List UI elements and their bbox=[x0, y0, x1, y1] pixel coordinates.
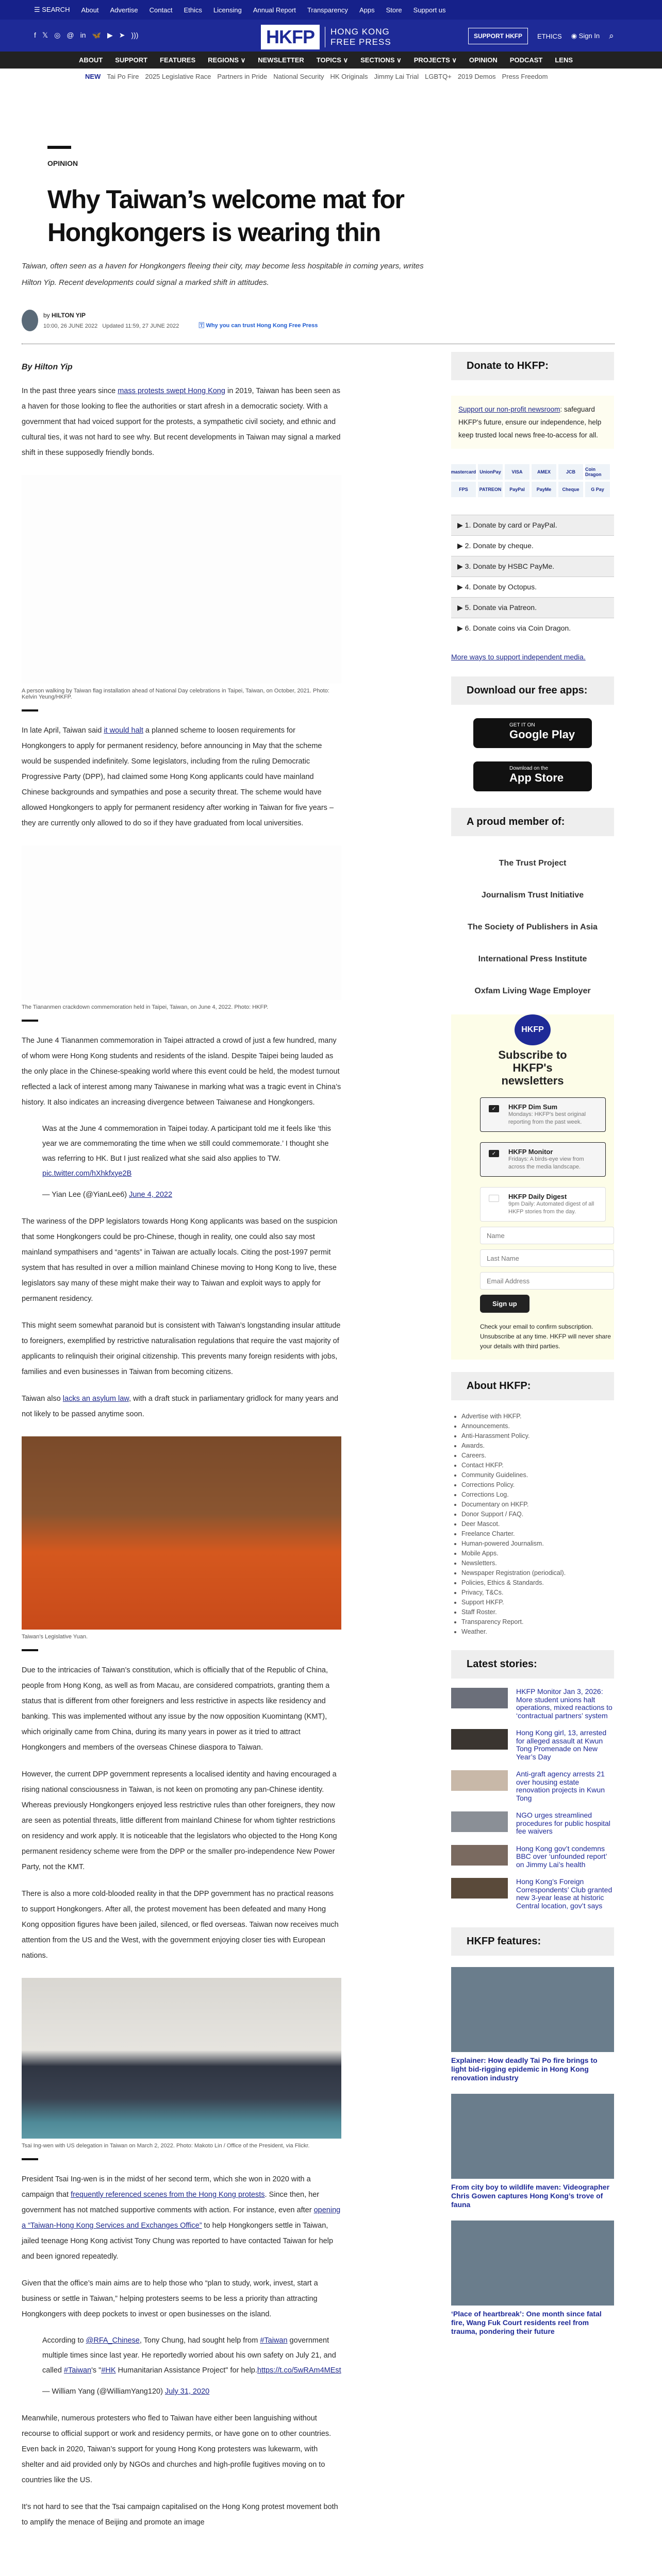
inline-link[interactable]: it would halt bbox=[104, 726, 143, 735]
payment-logo: PayMe bbox=[532, 482, 556, 497]
text-run: The wariness of the DPP legislators towards Hong Kong applicants was based on the suspicion that some Hongkongers could be pro-Chinese, though in reality, one could also say most mainland sympathisers and “agents” in Taiwan are actually locals. Citing the post-1997 permit system that has resulted in over a million mainland Chinese moving to Hong Kong to live, these legislators say many of these might make their way to Taiwan and exploit ways to apply for permanent residency. bbox=[22, 1217, 338, 1303]
payment-logo: JCB bbox=[558, 464, 583, 480]
updated-date: Updated 11:59, 27 JUNE 2022 bbox=[102, 323, 179, 329]
main-nav bbox=[0, 52, 662, 69]
top-link[interactable]: Ethics bbox=[184, 6, 202, 14]
trending-link[interactable]: 2025 Legislative Race bbox=[145, 72, 211, 80]
top-link[interactable]: Apps bbox=[359, 6, 375, 14]
more-ways-link[interactable]: More ways to support independent media. bbox=[451, 653, 586, 661]
name-input[interactable] bbox=[480, 1227, 614, 1244]
about-link[interactable]: • Careers. bbox=[461, 1451, 614, 1461]
trending-link[interactable]: Press Freedom bbox=[502, 72, 548, 80]
expand-triangle-icon: ▶ bbox=[457, 562, 465, 570]
threads-icon[interactable]: @ bbox=[67, 31, 74, 39]
facebook-icon[interactable]: f bbox=[34, 31, 36, 39]
text-run: Meanwhile, numerous protesters who fled to Taiwan have either been languishing without recourse to official support or work and residency permits, or have gone on to other countries. Even back in 2020, Taiwan’s support for young Hong Kong protesters was lukewarm, with shelter and aid provided only by NGOs and churches and high-profile fugitives moving on to countries like the US. bbox=[22, 2414, 332, 2484]
trending-nav bbox=[0, 69, 662, 84]
caption-divider bbox=[22, 2158, 38, 2160]
about-link[interactable]: • Support HKFP. bbox=[461, 1598, 614, 1607]
tweet-author: — Yian Lee (@YianLee6) bbox=[42, 1191, 129, 1199]
text-run: Was at the June 4 commemoration in Taipei today. A participant told me it feels like ‘this year we are commemorating the time when we still could commemorate.’ I thought she was referring to HK. But I just realized what she said also applies to TW. bbox=[42, 1125, 331, 1163]
payment-logo: Coin Dragon bbox=[585, 464, 610, 480]
paragraph bbox=[22, 2499, 341, 2530]
article-figure bbox=[22, 1978, 341, 2160]
inline-link[interactable]: mass protests swept Hong Kong bbox=[118, 387, 225, 395]
donate-box: Support our non-profit newsroom: safeguard HKFP's future, ensure our independence, help keep trusted local news free-to-access for all. bbox=[451, 396, 614, 449]
user-icon: ◉ bbox=[571, 32, 577, 40]
text-run: Humanitarian Assistance Project" for help. bbox=[115, 2366, 257, 2375]
ethics-link[interactable]: ETHICS bbox=[537, 32, 562, 40]
about-link[interactable]: • Corrections Log. bbox=[461, 1490, 614, 1500]
expand-triangle-icon: ▶ bbox=[457, 521, 465, 529]
section-label[interactable]: OPINION bbox=[47, 159, 78, 167]
story-link[interactable]: Hong Kong’s Foreign Correspondents’ Club granted new 3-year lease at historic Central location, gov’t says bbox=[516, 1877, 613, 1910]
text-run: President Tsai Ing-wen is in the midst of her second term, which she won in 2020 with a campaign that bbox=[22, 2175, 311, 2199]
about-link[interactable]: • Advertise with HKFP. bbox=[461, 1412, 614, 1421]
donate-option-label: 3. Donate by HSBC PayMe. bbox=[465, 562, 555, 570]
text-run: 's " bbox=[91, 2366, 102, 2375]
newsletter-name: HKFP Monitor bbox=[508, 1148, 553, 1156]
trending-link[interactable]: Tai Po Fire bbox=[107, 72, 139, 80]
newsletter-desc: 9pm Daily: Automated digest of all HKFP stories from the day. bbox=[508, 1201, 594, 1215]
main-nav-item[interactable]: PODCAST bbox=[509, 56, 543, 64]
payment-logo: VISA bbox=[505, 464, 529, 480]
logo-line-2: FREE PRESS bbox=[330, 37, 391, 47]
about-link[interactable]: • Transparency Report. bbox=[461, 1617, 614, 1627]
article-image bbox=[22, 845, 341, 1000]
donate-option[interactable] bbox=[451, 597, 614, 618]
text-run: However, the current DPP government represents a localised identity and having encouraged a rising national consciousness in Taiwan, is not keen on promoting any pan-Chinese identity. Whereas previously Hongkongers enjoyed less restrictive rules than other foreigners, they now are seen as potential threats, little different from mainland Chinese for whom tighter restrictions on residency and work apply. It is noticeable that the legislators who objected to the Hong Kong permanent residency scheme were from the DPP or the smaller pro-independence New Power Party, not the KMT. bbox=[22, 1770, 337, 1871]
top-link[interactable]: Transparency bbox=[307, 6, 348, 14]
donate-option[interactable] bbox=[451, 515, 614, 535]
bluesky-icon[interactable]: 🦋 bbox=[92, 31, 101, 39]
top-link[interactable]: Contact bbox=[149, 6, 173, 14]
sign-up-button[interactable]: Sign up bbox=[480, 1295, 529, 1313]
checkbox[interactable] bbox=[489, 1195, 499, 1202]
support-newsroom-link[interactable]: Support our non-profit newsroom bbox=[458, 405, 560, 413]
story-link[interactable]: Anti-graft agency arrests 21 over housing estate renovation projects in Kwun Tong bbox=[516, 1770, 605, 1802]
published-date: 10:00, 26 JUNE 2022 bbox=[43, 323, 98, 329]
story-thumbnail[interactable] bbox=[451, 1688, 508, 1708]
story-item bbox=[451, 1878, 614, 1910]
story-item bbox=[451, 1729, 614, 1761]
donate-option-label: 5. Donate via Patreon. bbox=[465, 603, 537, 612]
text-run: It’s not hard to see that the Tsai campaign capitalised on the Hong Kong protest movement both to amplify the menace of Beijing and promote an image bbox=[22, 2503, 338, 2527]
text-run: in 2019, Taiwan has been seen as a haven for those looking to flee the authorities or start afresh in a democratic society. With a government that had voiced support for the protests, a sympathetic civil society, and ethnic and cultural ties, it was not hard to see why. But recent developments in Taiwan may signal a marked shift in these supposedly friendly bonds. bbox=[22, 387, 341, 457]
story-thumbnail[interactable] bbox=[451, 1878, 508, 1899]
expand-triangle-icon: ▶ bbox=[457, 541, 465, 550]
story-item bbox=[451, 1811, 614, 1836]
top-bar bbox=[0, 0, 662, 20]
story-thumbnail[interactable] bbox=[451, 1811, 508, 1832]
byline bbox=[22, 310, 341, 331]
search-icon[interactable]: ⌕ bbox=[609, 31, 614, 41]
about-link[interactable]: • Deer Mascot. bbox=[461, 1519, 614, 1529]
main-nav-item[interactable]: FEATURES bbox=[160, 56, 196, 64]
inline-link[interactable]: lacks an asylum law bbox=[62, 1395, 129, 1403]
newsletter-disclaimer: Check your email to confirm subscription. Unsubscribe at any time. HKFP will never share your details with third parties. bbox=[480, 1323, 611, 1350]
trust-link[interactable]: 🅃 Why you can trust Hong Kong Free Press bbox=[198, 323, 318, 329]
trending-link[interactable]: Partners in Pride bbox=[217, 72, 268, 80]
story-link[interactable]: NGO urges streamlined procedures for public hospital fee waivers bbox=[516, 1811, 610, 1835]
about-heading: About HKFP: bbox=[451, 1372, 614, 1400]
member-logo[interactable]: The Society of Publishers in Asia bbox=[468, 923, 598, 931]
google-play-button[interactable]: GET IT ON Google Play bbox=[473, 718, 592, 748]
payment-methods bbox=[451, 464, 614, 497]
logo-mark: HKFP bbox=[261, 25, 320, 49]
author-link[interactable]: HILTON YIP bbox=[52, 312, 86, 319]
paragraph bbox=[22, 383, 341, 461]
payment-logo: FPS bbox=[451, 482, 476, 497]
newsletter-desc: Fridays: A birds-eye view from across the media landscape. bbox=[508, 1156, 584, 1170]
app-store-button[interactable]: Download on the App Store bbox=[473, 761, 592, 791]
story-item bbox=[451, 1845, 614, 1869]
top-link[interactable]: Store bbox=[386, 6, 402, 14]
trending-link[interactable]: 2019 Demos bbox=[457, 72, 496, 80]
about-link[interactable]: • Staff Roster. bbox=[461, 1607, 614, 1617]
donate-option-label: 6. Donate coins via Coin Dragon. bbox=[465, 624, 571, 632]
payment-logo: PayPal bbox=[505, 482, 529, 497]
paragraph bbox=[22, 1767, 341, 1875]
checkbox[interactable]: ✓ bbox=[489, 1105, 499, 1112]
features-heading: HKFP features: bbox=[451, 1927, 614, 1956]
linkedin-icon[interactable]: in bbox=[80, 31, 86, 39]
article-figure bbox=[22, 1436, 341, 1651]
text-run: , with a draft stuck in parliamentary gridlock for many years and not likely to be passed anytime soon. bbox=[22, 1395, 339, 1418]
caption-divider bbox=[22, 1020, 38, 1022]
about-link[interactable]: • Donor Support / FAQ. bbox=[461, 1510, 614, 1519]
paragraph bbox=[22, 1391, 341, 1422]
newsletter-option[interactable] bbox=[480, 1187, 606, 1222]
telegram-icon[interactable]: ➤ bbox=[119, 31, 125, 39]
inline-link[interactable]: #HK bbox=[101, 2366, 116, 2375]
payment-logo: AMEX bbox=[532, 464, 556, 480]
by-label: by bbox=[43, 312, 50, 319]
tweet-credit bbox=[42, 1188, 341, 1202]
paragraph bbox=[22, 1886, 341, 1963]
payment-logo: PATREON bbox=[478, 482, 503, 497]
paragraph bbox=[22, 2411, 341, 2488]
article-image bbox=[22, 1978, 341, 2139]
tweet-credit bbox=[42, 2384, 341, 2399]
text-run: Given that the office’s main aims are to help those who “plan to study, work, invest, start a business or settle in Taiwan,” helping protesters seems to be less a priority than attracting Hongkongers with deep pockets to invest or open businesses on the island. bbox=[22, 2279, 318, 2318]
about-link[interactable]: • Contact HKFP. bbox=[461, 1461, 614, 1470]
masthead bbox=[0, 20, 662, 52]
site-logo[interactable] bbox=[261, 25, 391, 49]
story-item bbox=[451, 1688, 614, 1720]
text-run: In the past three years since bbox=[22, 387, 118, 395]
hkfp-logo: HKFP bbox=[515, 1014, 551, 1045]
apps-heading: Download our free apps: bbox=[451, 676, 614, 705]
expand-triangle-icon: ▶ bbox=[457, 603, 465, 612]
section-dash bbox=[47, 146, 71, 149]
about-link[interactable]: • Privacy, T&Cs. bbox=[461, 1588, 614, 1598]
member-logo[interactable]: The Trust Project bbox=[499, 859, 567, 868]
donate-heading: Donate to HKFP: bbox=[451, 352, 614, 380]
about-link[interactable]: • Community Guidelines. bbox=[461, 1470, 614, 1480]
image-caption: A person walking by Taiwan flag installation ahead of National Day celebrations in Taipei, Taiwan, on October, 2021. Photo: Kelvin Yeung/HKFP. bbox=[22, 688, 329, 700]
payment-logo: UnionPay bbox=[478, 464, 503, 480]
donate-option[interactable] bbox=[451, 577, 614, 597]
social-links bbox=[34, 31, 138, 40]
article-image bbox=[22, 475, 341, 684]
latest-stories bbox=[451, 1688, 614, 1910]
story-thumbnail[interactable] bbox=[451, 1729, 508, 1750]
rss-icon[interactable]: ))) bbox=[131, 31, 139, 39]
donate-options bbox=[451, 515, 614, 638]
payment-logo: Cheque bbox=[558, 482, 583, 497]
article-image bbox=[22, 1436, 341, 1630]
inline-link[interactable]: pic.twitter.com/hXhkfxye2B bbox=[42, 1170, 132, 1178]
text-run: to help Hongkongers settle in Taiwan, jailed teenage Hong Kong activist Tony Chung was reported to have contacted Taiwan for help and been ignored repeatedly. bbox=[22, 2222, 334, 2261]
text-run: , Tony Chung, had sought help from bbox=[139, 2336, 260, 2345]
main-nav-item[interactable]: ABOUT bbox=[78, 56, 103, 64]
newsletter-signup bbox=[451, 1014, 614, 1360]
member-logos bbox=[451, 859, 614, 996]
story-link[interactable]: Hong Kong gov’t condemns BBC over ‘unfounded report’ on Jimmy Lai’s health bbox=[516, 1844, 607, 1869]
paragraph bbox=[22, 1663, 341, 1755]
image-caption: Tsai Ing-wen with US delegation in Taiwan on March 2, 2022. Photo: Makoto Lin / Office of the President, via Flickr. bbox=[22, 2143, 310, 2149]
feature-item bbox=[451, 2221, 614, 2336]
about-links bbox=[461, 1412, 614, 1637]
about-link[interactable]: • Human-powered Journalism. bbox=[461, 1539, 614, 1549]
about-link[interactable]: • Mobile Apps. bbox=[461, 1549, 614, 1558]
article-title: Why Taiwan’s welcome mat for Hongkongers is wearing thin bbox=[47, 185, 404, 247]
trust-project-icon: 🅃 bbox=[198, 323, 205, 329]
payment-logo: G Pay bbox=[585, 482, 610, 497]
article-body bbox=[22, 249, 424, 2530]
newsletter-option[interactable] bbox=[480, 1097, 606, 1132]
member-logo[interactable]: Oxfam Living Wage Employer bbox=[474, 987, 591, 995]
about-link[interactable]: • Newsletters. bbox=[461, 1558, 614, 1568]
checkbox[interactable]: ✓ bbox=[489, 1150, 499, 1157]
inline-link[interactable]: #Taiwan bbox=[63, 2366, 92, 2375]
paragraph bbox=[22, 1033, 341, 1110]
article-figure bbox=[22, 475, 341, 711]
main-nav-item[interactable]: REGIONS ∨ bbox=[208, 56, 246, 64]
payment-logo: mastercard bbox=[451, 464, 476, 480]
text-run: Taiwan also bbox=[22, 1395, 63, 1403]
member-heading: A proud member of: bbox=[451, 808, 614, 836]
author-avatar bbox=[22, 310, 38, 331]
feature-image[interactable] bbox=[451, 2094, 614, 2179]
about-link[interactable]: • Announcements. bbox=[461, 1421, 614, 1431]
x-icon[interactable]: 𝕏 bbox=[42, 31, 48, 39]
caption-divider bbox=[22, 1649, 38, 1651]
main-nav-item[interactable]: TOPICS ∨ bbox=[316, 56, 349, 64]
text-run: This might seem somewhat paranoid but is consistent with Taiwan’s longstanding insular attitude to foreigners, exemplified by restrictive naturalisation regulations that require the vast majority of applicants to relinquish their original citizenship. This prevents many foreign residents with jobs, families and even businesses in Taiwan from becoming citizens. bbox=[22, 1321, 341, 1376]
inline-link[interactable]: @RFA_Chinese bbox=[86, 2336, 140, 2345]
top-link[interactable]: About bbox=[81, 6, 99, 14]
about-link[interactable]: • Awards. bbox=[461, 1441, 614, 1451]
newsletter-option[interactable] bbox=[480, 1142, 606, 1177]
image-caption: The Tiananmen crackdown commemoration held in Taipei, Taiwan, on June 4, 2022. Photo: HKFP. bbox=[22, 1004, 269, 1010]
paragraph bbox=[22, 2172, 341, 2264]
sign-in-link[interactable]: ◉ Sign In bbox=[571, 32, 600, 40]
about-link[interactable]: • Weather. bbox=[461, 1627, 614, 1637]
top-link[interactable]: Annual Report bbox=[253, 6, 296, 14]
member-logo[interactable]: International Press Institute bbox=[478, 955, 587, 963]
donate-option[interactable] bbox=[451, 556, 614, 577]
donate-option-label: 4. Donate by Octopus. bbox=[465, 583, 537, 591]
logo-line-1: HONG KONG bbox=[330, 27, 390, 37]
trending-link[interactable]: National Security bbox=[273, 72, 324, 80]
trending-link[interactable]: LGBTQ+ bbox=[425, 72, 452, 80]
paragraph bbox=[22, 1214, 341, 1307]
text-run: Due to the intricacies of Taiwan’s constitution, which is officially that of the Republic of China, people from Hong Kong, as well as from Macau, are considered compatriots, granting them a status that is different from other foreigners and less restrictive in aspects like residency and banking. This was implemented without any issue by the now opposition Kuomintang (KMT), which originally came from China, during its many years in power as it tried to attract Hongkongers and members of the overseas Chinese diaspora to Taiwan. bbox=[22, 1666, 330, 1752]
text-run: There is also a more cold-blooded reality in that the DPP government has no practical reasons to support Hongkongers. After all, the protest movement has been defeated and many Hong Kong opposition figures have been jailed, silenced, or fled overseas. Taiwan now receives much attention from the US and the West, with the government enjoying closer ties with European nations. bbox=[22, 1890, 339, 1960]
donate-option-label: 2. Donate by cheque. bbox=[465, 541, 534, 550]
text-run: The June 4 Tiananmen commemoration in Taipei attracted a crowd of just a few hundred, many of whom were Hong Kong students and residents of the island. Despite Taipei being lauded as the only place in the Chinese-speaking world where this event could be held, the modest turnout reflected a lack of interest among many Taiwanese in marking what was a tragic event in China’s history. It also indicates an increasing divergence between Taiwanese and Hongkongers. bbox=[22, 1037, 341, 1107]
text-run: a planned scheme to loosen requirements for Hongkongers to apply for permanent residency, before announcing in May that the scheme would be suspended indefinitely. Some legislators, including from the ruling Democratic Progressive Party (DPP), had claimed some Hong Kong applicants could have mainland Chinese backgrounds and sympathies and pose a security threat. The scheme would have allowed Hongkongers to apply for permanent residency after working in Taiwan for five years – they are currently only allowed to do so if they have graduated from local universities. bbox=[22, 726, 334, 827]
feature-image[interactable] bbox=[451, 1967, 614, 2052]
main-nav-item[interactable]: SECTIONS ∨ bbox=[360, 56, 402, 64]
last-name-input[interactable] bbox=[480, 1249, 614, 1267]
text-run: According to bbox=[42, 2336, 86, 2345]
donate-option[interactable] bbox=[451, 535, 614, 556]
story-item bbox=[451, 1770, 614, 1802]
story-link[interactable]: HKFP Monitor Jan 3, 2026: More student unions halt operations, mixed reactions to ‘contractual partners’ system bbox=[516, 1687, 613, 1720]
main-nav-item[interactable]: NEWSLETTER bbox=[258, 56, 304, 64]
inline-link[interactable]: #Taiwan bbox=[260, 2336, 288, 2345]
about-link[interactable]: • Documentary on HKFP. bbox=[461, 1500, 614, 1510]
about-link[interactable]: • Anti-Harassment Policy. bbox=[461, 1431, 614, 1441]
story-thumbnail[interactable] bbox=[451, 1845, 508, 1866]
tweet-date-link[interactable]: June 4, 2022 bbox=[129, 1191, 173, 1199]
inline-link[interactable]: frequently referenced scenes from the Hong Kong protests bbox=[71, 2191, 265, 2199]
article-figure bbox=[22, 845, 341, 1022]
newsletter-heading: Subscribe to HKFP's newsletters bbox=[498, 1048, 567, 1087]
member-logo[interactable]: Journalism Trust Initiative bbox=[481, 891, 584, 900]
article-subtitle: Taiwan, often seen as a haven for Hongkongers fleeing their city, may become less hospitable in coming years, writes Hilton Yip. Recent developments could signal a marked shift in attitudes. bbox=[22, 262, 424, 287]
feature-item bbox=[451, 1967, 614, 2082]
paragraph bbox=[22, 1318, 341, 1380]
paragraph bbox=[22, 2276, 341, 2322]
inline-link[interactable]: https://t.co/5wRAm4MEst bbox=[257, 2366, 341, 2375]
expand-triangle-icon: ▶ bbox=[457, 624, 465, 632]
newsletter-name: HKFP Daily Digest bbox=[508, 1193, 567, 1200]
youtube-icon[interactable]: ▶ bbox=[107, 31, 113, 39]
search-menu-button[interactable]: ☰ SEARCH bbox=[34, 6, 70, 13]
expand-triangle-icon: ▶ bbox=[457, 583, 465, 591]
new-label: NEW bbox=[85, 72, 101, 80]
tweet-author: — William Yang (@WilliamYang120) bbox=[42, 2387, 165, 2396]
story-thumbnail[interactable] bbox=[451, 1770, 508, 1791]
text-run: government multiple times since last year. He reportedly worried about his own safety on July 21, and called bbox=[42, 2336, 336, 2375]
top-links bbox=[81, 6, 445, 14]
email-input[interactable] bbox=[480, 1272, 614, 1290]
about-link[interactable]: • Corrections Policy. bbox=[461, 1480, 614, 1490]
paragraph bbox=[22, 723, 341, 831]
donate-option-label: 1. Donate by card or PayPal. bbox=[465, 521, 557, 529]
main-nav-item[interactable]: LENS bbox=[555, 56, 573, 64]
support-hkfp-button[interactable]: SUPPORT HKFP bbox=[468, 28, 528, 44]
feature-stories bbox=[451, 1967, 614, 2336]
feature-link[interactable]: From city boy to wildlife maven: Videographer Chris Gowen captures Hong Kong’s trove of fauna bbox=[451, 2183, 610, 2209]
embedded-tweet bbox=[42, 1122, 341, 1181]
latest-heading: Latest stories: bbox=[451, 1650, 614, 1679]
feature-link[interactable]: Explainer: How deadly Tai Po fire brings to light bid-rigging epidemic in Hong Kong renovation industry bbox=[451, 2056, 598, 2082]
main-nav-item[interactable]: PROJECTS ∨ bbox=[413, 56, 457, 64]
inline-link[interactable]: opening a “Taiwan-Hong Kong Services and Exchanges Office” bbox=[22, 2206, 341, 2230]
trending-link[interactable]: HK Originals bbox=[330, 72, 368, 80]
story-link[interactable]: Hong Kong girl, 13, arrested for alleged assault at Kwun Tong Promenade on New Year’s Day bbox=[516, 1728, 607, 1761]
top-link[interactable]: Support us bbox=[413, 6, 446, 14]
feature-link[interactable]: ‘Place of heartbreak’: One month since fatal fire, Wang Fuk Court residents reel from trauma, pondering their future bbox=[451, 2310, 602, 2335]
trending-link[interactable]: Jimmy Lai Trial bbox=[374, 72, 419, 80]
about-link[interactable]: • Freelance Charter. bbox=[461, 1529, 614, 1539]
about-link[interactable]: • Policies, Ethics & Standards. bbox=[461, 1578, 614, 1588]
caption-divider bbox=[22, 709, 38, 711]
author-line: By Hilton Yip bbox=[22, 363, 73, 371]
sidebar bbox=[451, 352, 614, 2336]
embedded-tweet bbox=[42, 2333, 341, 2378]
text-run: In late April, Taiwan said bbox=[22, 726, 104, 735]
feature-image[interactable] bbox=[451, 2221, 614, 2306]
tweet-date-link[interactable]: July 31, 2020 bbox=[164, 2387, 210, 2396]
text-run: . Since then, her government has not matched supportive comments with action. For instance, even after bbox=[22, 2191, 320, 2214]
feature-item bbox=[451, 2094, 614, 2209]
newsletter-desc: Mondays: HKFP's best original reporting from the past week. bbox=[508, 1111, 586, 1125]
main-nav-item[interactable]: SUPPORT bbox=[115, 56, 148, 64]
about-link[interactable]: • Newspaper Registration (periodical). bbox=[461, 1568, 614, 1578]
newsletter-name: HKFP Dim Sum bbox=[508, 1103, 558, 1111]
top-link[interactable]: Licensing bbox=[213, 6, 242, 14]
donate-option[interactable] bbox=[451, 618, 614, 638]
main-nav-item[interactable]: OPINION bbox=[469, 56, 498, 64]
instagram-icon[interactable]: ◎ bbox=[54, 31, 61, 39]
top-link[interactable]: Advertise bbox=[110, 6, 138, 14]
image-caption: Taiwan’s Legislative Yuan. bbox=[22, 1634, 88, 1640]
